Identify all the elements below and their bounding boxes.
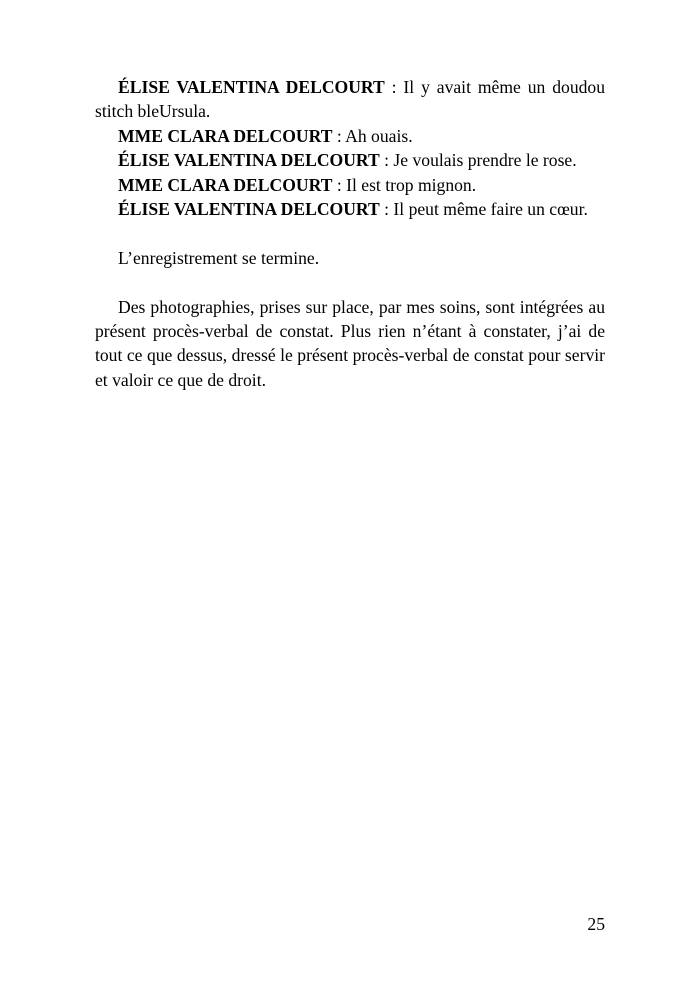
speaker-name: ÉLISE VALENTINA DELCOURT — [118, 199, 380, 220]
dialogue-line — [95, 197, 605, 221]
dialogue-text: : Il est trop mignon. — [332, 174, 477, 195]
speaker-name: ÉLISE VALENTINA DELCOURT — [118, 77, 385, 97]
dialogue-text: : Je voulais prendre le rose. — [379, 150, 577, 171]
recording-end-note: L’enregistrement se termine. — [118, 247, 320, 268]
document-body — [95, 75, 605, 392]
dialogue-text: : Ah ouais. — [332, 125, 413, 146]
page-number: 25 — [587, 914, 605, 934]
dialogue-line — [95, 75, 605, 124]
dialogue-line — [95, 124, 605, 148]
speaker-name: MME CLARA DELCOURT — [118, 125, 333, 146]
dialogue-text: : Il peut même faire un cœur. — [379, 199, 588, 220]
speaker-name: MME CLARA DELCOURT — [118, 174, 333, 195]
dialogue-text: : Il y avait même un doudou stitch bleUrsula. — [95, 77, 606, 122]
closing-paragraph: Des photographies, prises sur place, par mes soins, sont intégrées au présent procès-verbal de constat. Plus rien n’étant à constater, j’ai de tout ce que dessus, dressé le présent procès-verbal de constat pour servir et valoir ce que de droit. — [95, 296, 605, 390]
dialogue-line — [95, 173, 605, 197]
speaker-name: ÉLISE VALENTINA DELCOURT — [118, 150, 380, 171]
dialogue-line — [95, 148, 605, 172]
